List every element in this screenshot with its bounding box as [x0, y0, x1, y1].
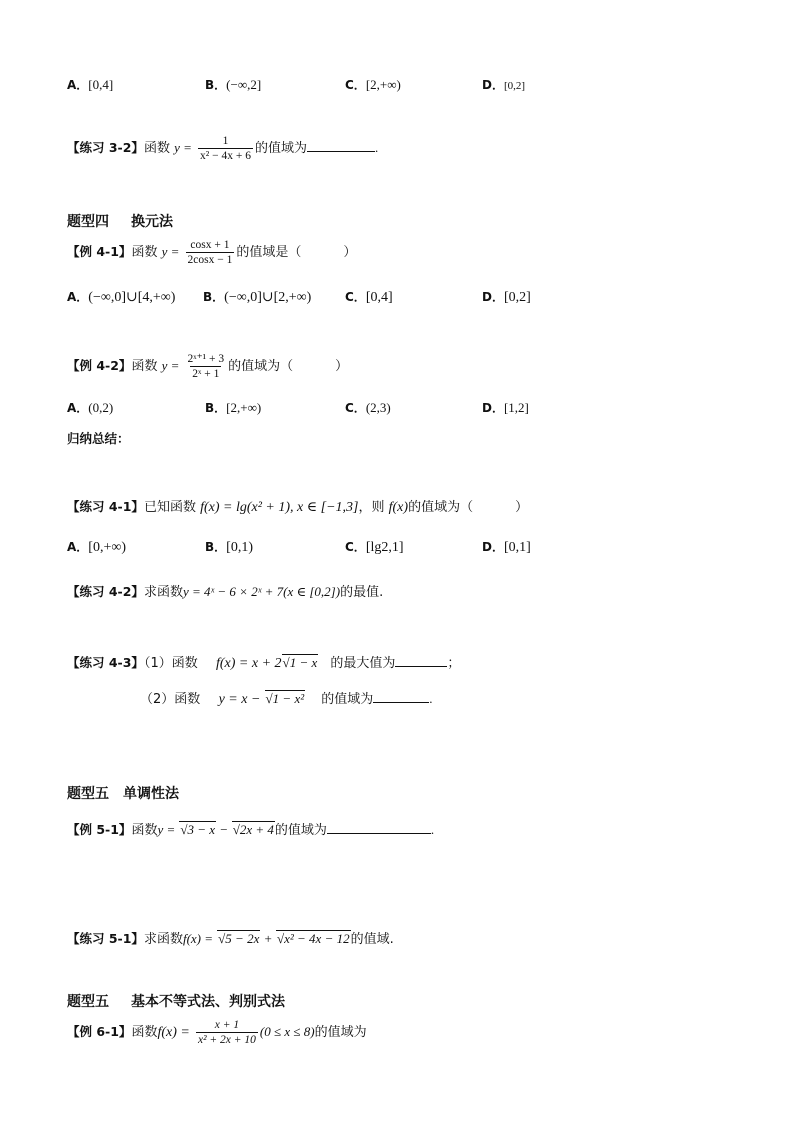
exercise-4-3-part-2: （2）函数 y = x − √1 − x² 的值域为 . — [140, 691, 433, 707]
square-root: √2x + 4 — [232, 822, 274, 837]
fraction: $\frac{\text{2ˣ⁺¹ + 3}}{\text{2ˣ + 1}}$ — [187, 353, 225, 380]
option-c: C．[0,4] — [345, 290, 393, 305]
square-root: √1 − x — [282, 655, 318, 670]
option-c: C．[lg2,1] — [345, 540, 404, 555]
example-5-1: 【例 5-1】函数y = √3 − x − √2x + 4的值域为 . — [67, 822, 435, 838]
option-a: A．(0,2) — [67, 400, 114, 415]
option-b: B．[0,1) — [205, 540, 253, 555]
fraction: $\frac{1}{\text{x² − 4x + 6}}$ — [200, 135, 251, 162]
square-root: √3 − x — [180, 822, 216, 837]
option-b: B．(−∞,2] — [205, 77, 262, 92]
section-6-title: 题型五 基本不等式法、判别式法 — [67, 994, 285, 1010]
option-c: C．(2,3) — [345, 400, 391, 415]
exercise-4-2: 【练习 4-2】求函数y = 4ˣ − 6 × 2ˣ + 7(x ∈ [0,2])的最值. — [67, 584, 384, 600]
option-d: D．[0,2] — [482, 78, 526, 92]
summary-label: 归纳总结： — [67, 431, 130, 446]
option-b: B．(−∞,0]∪[2,+∞) — [203, 290, 312, 305]
answer-blank[interactable] — [395, 654, 447, 667]
example-6-1: 【例 6-1】函数f(x) = $\frac{x + 1}{\text{x² + 2x + 10}}$ (0 ≤ x ≤ 8)的值域为 — [67, 1019, 367, 1046]
section-4-title: 题型四 换元法 — [67, 214, 173, 230]
section-5-title: 题型五 单调性法 — [67, 786, 179, 802]
option-d: D．[1,2] — [482, 400, 529, 415]
square-root: √x² − 4x − 12 — [276, 931, 350, 946]
exercise-4-3-part-1: 【练习 4-3】（1）函数 f(x) = x + 2√1 − x 的最大值为 ； — [67, 655, 461, 671]
exercise-5-1: 【练习 5-1】求函数f(x) = √5 − 2x + √x² − 4x − 12的值域. — [67, 931, 394, 947]
answer-blank[interactable] — [307, 139, 375, 152]
option-a: A．[0,4] — [67, 77, 114, 92]
option-a: A．(−∞,0]∪[4,+∞) — [67, 290, 176, 305]
square-root: √1 − x² — [265, 691, 305, 706]
option-b: B．[2,+∞) — [205, 400, 262, 415]
exercise-4-1: 【练习 4-1】已知函数 f(x) = lg(x² + 1), x ∈ [−1,3]，则 f(x)的值域为（ ） — [67, 499, 529, 515]
example-4-2: 【例 4-2】函数 y = $\frac{\text{2ˣ⁺¹ + 3}}{\text{2ˣ + 1}}$ 的值域为（ ） — [67, 353, 349, 380]
square-root: √5 − 2x — [218, 931, 260, 946]
option-d: D．[0,1] — [482, 540, 531, 555]
option-c: C．[2,+∞) — [345, 77, 401, 92]
fraction: $\frac{x + 1}{\text{x² + 2x + 10}}$ — [197, 1019, 256, 1046]
exercise-3-2: 【练习 3-2】函数 y = $\frac{1}{\text{x² − 4x + 6}}$ 的值域为 . — [67, 135, 379, 162]
option-d: D．[0,2] — [482, 290, 531, 305]
option-a: A．[0,+∞) — [67, 540, 126, 555]
answer-blank[interactable] — [327, 821, 431, 834]
answer-blank[interactable] — [373, 690, 429, 703]
fraction: $\frac{\cos x + 1}{2\cos x - 1}$ — [187, 239, 233, 266]
example-4-1: 【例 4-1】函数 y = $\frac{\cos x + 1}{2\cos x - 1}$ 的值域是（ ） — [67, 239, 357, 266]
